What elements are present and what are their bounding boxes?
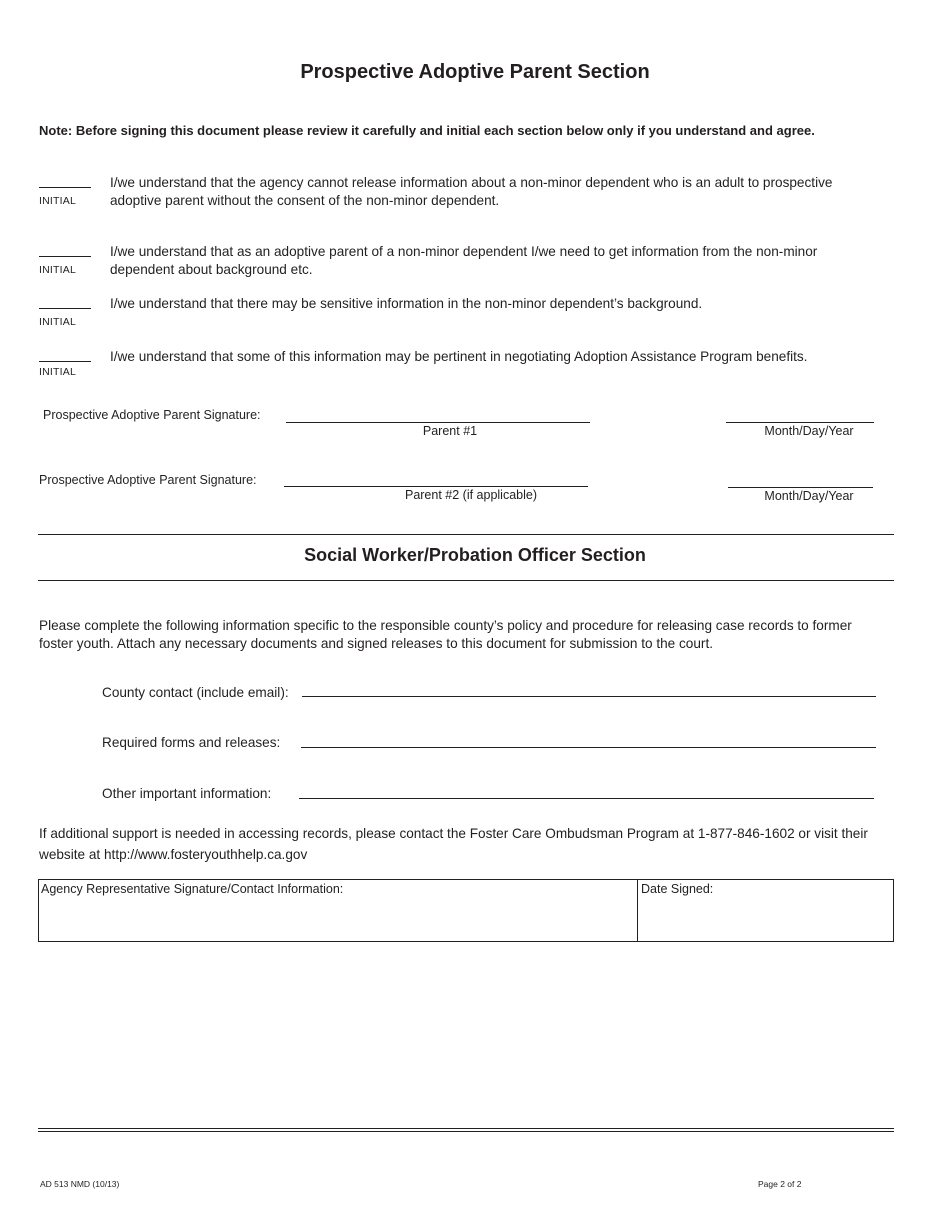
instruction-note: Note: Before signing this document please review it carefully and initial each section below only if you understand and agree. xyxy=(39,123,815,138)
initial-field-2[interactable] xyxy=(39,256,91,257)
footer-rule xyxy=(38,1128,894,1129)
county-contact-label: County contact (include email): xyxy=(102,685,289,700)
signature-label-1: Prospective Adoptive Parent Signature: xyxy=(43,408,261,422)
date-signed-label: Date Signed: xyxy=(641,882,714,896)
parent-1-caption: Parent #1 xyxy=(422,424,478,438)
other-info-label: Other important information: xyxy=(102,786,272,801)
initial-field-3[interactable] xyxy=(39,308,91,309)
acknowledgment-item-4: I/we understand that some of this information may be pertinent in negotiating Adoption Assistance Program benefits. xyxy=(110,349,808,364)
initial-label: INITIAL xyxy=(39,366,76,378)
initial-label: INITIAL xyxy=(39,264,76,276)
footer-rule xyxy=(38,1131,894,1132)
required-forms-input[interactable] xyxy=(301,747,876,748)
parent-2-date-line[interactable] xyxy=(728,487,873,488)
box-divider xyxy=(637,880,638,941)
other-info-input[interactable] xyxy=(299,798,874,799)
parent-1-date-line[interactable] xyxy=(726,422,874,423)
form-id: AD 513 NMD (10/13) xyxy=(40,1179,120,1189)
page-title: Prospective Adoptive Parent Section xyxy=(300,61,650,83)
acknowledgment-item-1: I/we understand that the agency cannot release information about a non-minor dependent who is an adult to prospective adoptive parent without the consent of the non-minor dependent. xyxy=(110,175,833,208)
parent-1-date-caption: Month/Day/Year xyxy=(764,424,854,438)
parent-2-date-caption: Month/Day/Year xyxy=(764,489,854,503)
initial-label: INITIAL xyxy=(39,316,76,328)
section-title: Social Worker/Probation Officer Section xyxy=(304,545,646,565)
initial-label: INITIAL xyxy=(39,195,76,207)
agency-signature-box xyxy=(38,879,894,942)
required-forms-label: Required forms and releases: xyxy=(102,735,281,750)
page-number: Page 2 of 2 xyxy=(758,1179,802,1189)
section-divider-top xyxy=(38,534,894,535)
acknowledgment-item-2: I/we understand that as an adoptive parent of a non-minor dependent I/we need to get information from the non-minor dependent about background etc. xyxy=(110,244,818,277)
officer-instructions: Please complete the following information specific to the responsible county’s policy and procedure for releasing case records to former foster youth. Attach any necessary documents and signed releases to this document for submission to the court. xyxy=(39,618,852,651)
acknowledgment-item-3: I/we understand that there may be sensitive information in the non-minor dependent’s background. xyxy=(110,296,703,311)
support-info: If additional support is needed in accessing records, please contact the Foster Care Ombudsman Program at 1-877-846-1602 or visit their website at http://www.fosteryouthhelp.ca.gov xyxy=(39,826,868,862)
parent-2-signature-line[interactable] xyxy=(284,486,588,487)
initial-field-4[interactable] xyxy=(39,361,91,362)
signature-label-2: Prospective Adoptive Parent Signature: xyxy=(39,473,257,487)
parent-2-caption: Parent #2 (if applicable) xyxy=(404,488,538,502)
section-divider-bottom xyxy=(38,580,894,581)
agency-signature-label: Agency Representative Signature/Contact Information: xyxy=(41,882,344,896)
initial-field-1[interactable] xyxy=(39,187,91,188)
county-contact-input[interactable] xyxy=(302,696,876,697)
parent-1-signature-line[interactable] xyxy=(286,422,590,423)
